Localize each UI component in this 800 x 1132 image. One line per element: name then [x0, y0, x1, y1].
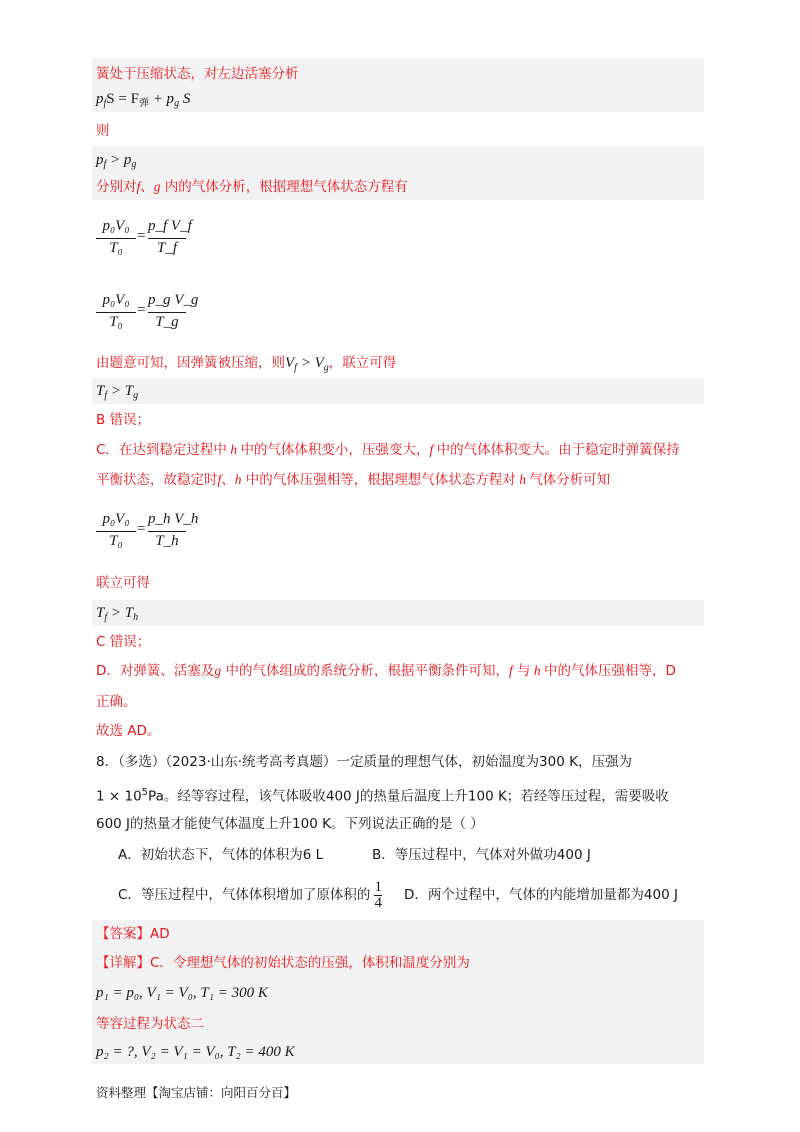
solution-line: 平衡状态，故稳定时f、h 中的气体压强相等，根据理想气体状态方程对 h 气体分析可知 — [96, 472, 611, 488]
answer-label: 【答案】AD — [96, 926, 170, 942]
option-c: C．等压过程中，气体体积增加了原体积的 $\frac{1}{4}$ — [118, 878, 382, 911]
equation-line: p₁ = p₀, V₁ = V₀, T₁ = 300 K — [96, 985, 268, 1001]
question-text: 600 J的热量才能使气体温度上升100 K。下列说法正确的是（ ） — [96, 816, 484, 832]
highlight-band — [92, 378, 704, 404]
equation-line: p₂ = ?, V₂ = V₁ = V₀, T₂ = 400 K — [96, 1044, 295, 1060]
highlight-band — [92, 600, 704, 626]
solution-line: 分别对f、g 内的气体分析，根据理想气体状态方程有 — [96, 179, 408, 195]
option-b: B．等压过程中，气体对外做功400 J — [372, 847, 591, 863]
equation-line: $p_fS = F_弹 + p_g$ S — [96, 91, 191, 109]
equation-line: $T_f > T_h$ — [96, 605, 139, 623]
solution-line: C 错误； — [96, 634, 151, 650]
question-text: 8．（多选）（2023·山东·统考高考真题）一定质量的理想气体，初始温度为300 K，压强为 — [96, 754, 632, 770]
option-d: D．两个过程中，气体的内能增加量都为400 J — [404, 887, 678, 903]
solution-line: 故选 AD。 — [96, 723, 161, 739]
solution-line: C．在达到稳定过程中 h 中的气体体积变小，压强变大，f 中的气体体积变大。由于稳定时弹簧保持 — [96, 442, 680, 458]
solution-line: 正确。 — [96, 694, 137, 710]
solution-line: 由题意可知，因弹簧被压缩，则$V_f > V_g$，联立可得 — [96, 355, 397, 374]
solution-line: 等容过程为状态二 — [96, 1016, 204, 1032]
equation-line: $T_f > T_g$ — [96, 383, 139, 401]
fraction-quarter: $\frac{1}{4}$ — [374, 878, 382, 911]
detail-label: 【详解】C．令理想气体的初始状态的压强，体积和温度分别为 — [96, 955, 470, 971]
solution-line: 簧处于压缩状态，对左边活塞分析 — [96, 66, 299, 82]
equation-line: $p_f > p_g$ — [96, 152, 137, 170]
solution-line: 联立可得 — [96, 575, 150, 591]
solution-line: D．对弹簧、活塞及g 中的气体组成的系统分析，根据平衡条件可知，f 与 h 中的气体压强相等，D — [96, 663, 676, 679]
footer-text: 资料整理【淘宝店铺：向阳百分百】 — [96, 1085, 297, 1100]
solution-line: B 错误； — [96, 412, 151, 428]
option-a: A．初始状态下，气体的体积为6 L — [118, 847, 324, 863]
solution-line: 则 — [96, 123, 110, 139]
question-text: $1 \times 10^5Pa$。经等容过程，该气体吸收400 J的热量后温度上升100 K；若经等压过程，需要吸收 — [96, 787, 669, 805]
